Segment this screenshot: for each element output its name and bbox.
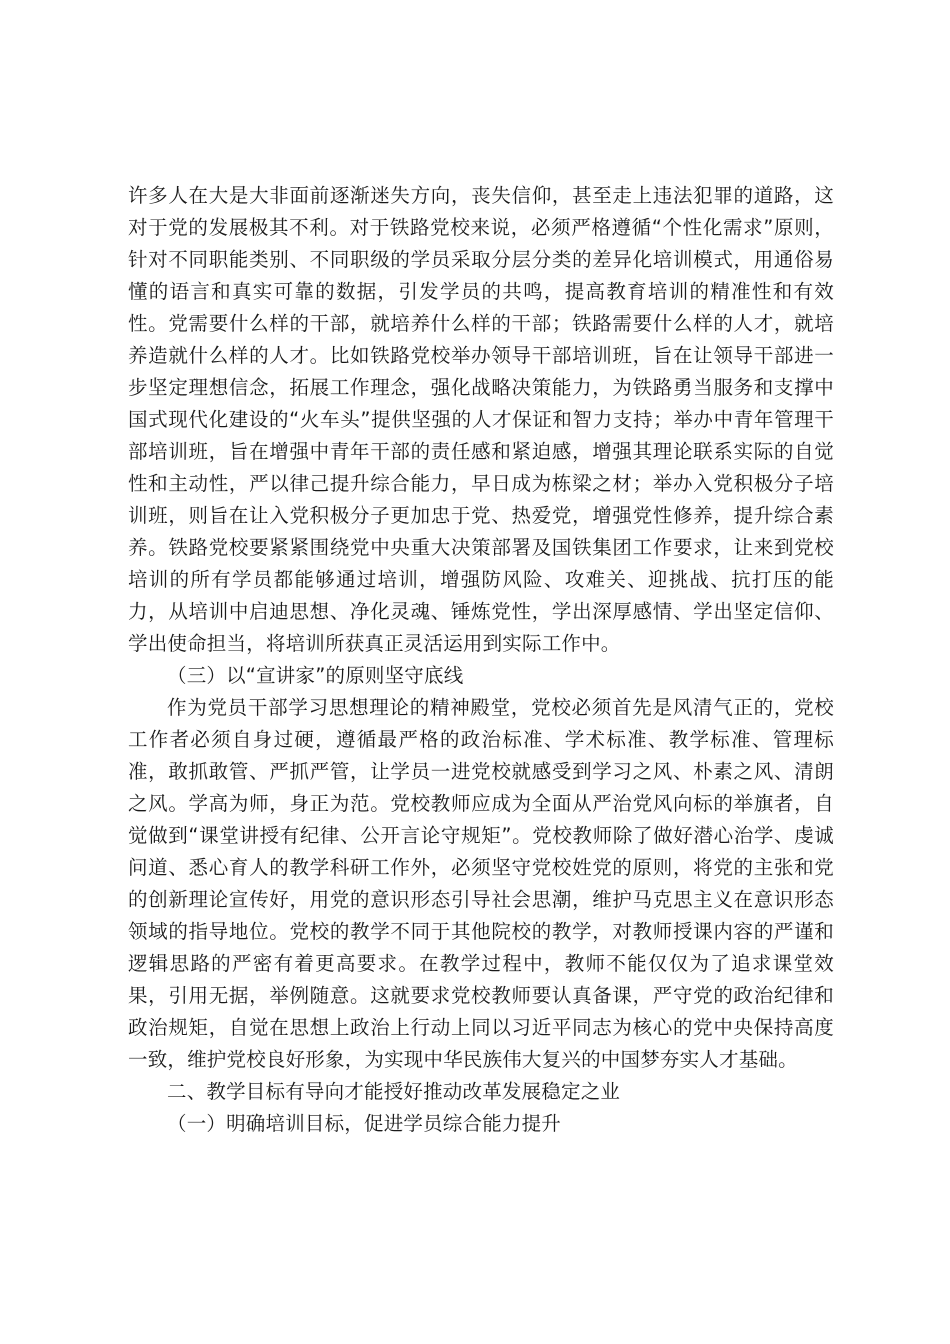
chapter-heading-2: 二、教学目标有导向才能授好推动改革发展稳定之业 — [167, 1080, 621, 1103]
section-heading-3: （三）以“宣讲家”的原则坚守底线 — [167, 664, 464, 687]
body-paragraph: 许多人在大是大非面前逐渐迷失方向，丧失信仰，甚至走上违法犯罪的道路，这对于党的发展极其不利。对于铁路党校来说，必须严格遵循“个性化需求”原则，针对不同职能类别、不同职级的学员采取分层分类的差异化培训模式，用通俗易懂的语言和真实可靠的数据，引发学员的共鸣，提高教育培训的精准性和有效性。党需要什么样的干部，就培养什么样的干部；铁路需要什么样的人才，就培养造就什么样的人才。比如铁路党校举办领导干部培训班，旨在让领导干部进一步坚定理想信念，拓展工作理念，强化战略决策能力，为铁路勇当服务和支撑中国式现代化建设的“火车头”提供坚强的人才保证和智力支持；举办中青年管理干部培训班，旨在增强中青年干部的责任感和紧迫感，增强其理论联系实际的自觉性和主动性，严以律己提升综合能力，早日成为栋梁之材；举办入党积极分子培训班，则旨在让入党积极分子更加忠于党、热爱党，增强党性修养，提升综合素养。铁路党校要紧紧围绕党中央重大决策部署及国铁集团工作要求，让来到党校培训的所有学员都能够通过培训，增强防风险、攻难关、迎挑战、抗打压的能力，从培训中启迪思想、净化灵魂、锤炼党性，学出深厚感情、学出坚定信仰、学出使命担当，将培训所获真正灵活运用到实际工作中。 — [128, 184, 834, 655]
document-body — [128, 180, 834, 1140]
body-paragraph: 作为党员干部学习思想理论的精神殿堂，党校必须首先是风清气正的，党校工作者必须自身过硬，遵循最严格的政治标准、学术标准、教学标准、管理标准，敢抓敢管、严抓严管，让学员一进党校就感受到学习之风、朴素之风、清朗之风。学高为师，身正为范。党校教师应成为全面从严治党风向标的举旗者，自觉做到“课堂讲授有纪律、公开言论守规矩”。党校教师除了做好潜心治学、虔诚问道、悉心育人的教学科研工作外，必须坚守党校姓党的原则，将党的主张和党的创新理论宣传好，用党的意识形态引导社会思潮，维护马克思主义在意识形态领域的指导地位。党校的教学不同于其他院校的教学，对教师授课内容的严谨和逻辑思路的严密有着更高要求。在教学过程中，教师不能仅仅为了追求课堂效果，引用无据，举例随意。这就要求党校教师要认真备课，严守党的政治纪律和政治规矩，自觉在思想上政治上行动上同以习近平同志为核心的党中央保持高度一致，维护党校良好形象，为实现中华民族伟大复兴的中国梦夯实人才基础。 — [128, 696, 834, 1071]
section-heading-1: （一）明确培训目标，促进学员综合能力提升 — [167, 1112, 562, 1135]
